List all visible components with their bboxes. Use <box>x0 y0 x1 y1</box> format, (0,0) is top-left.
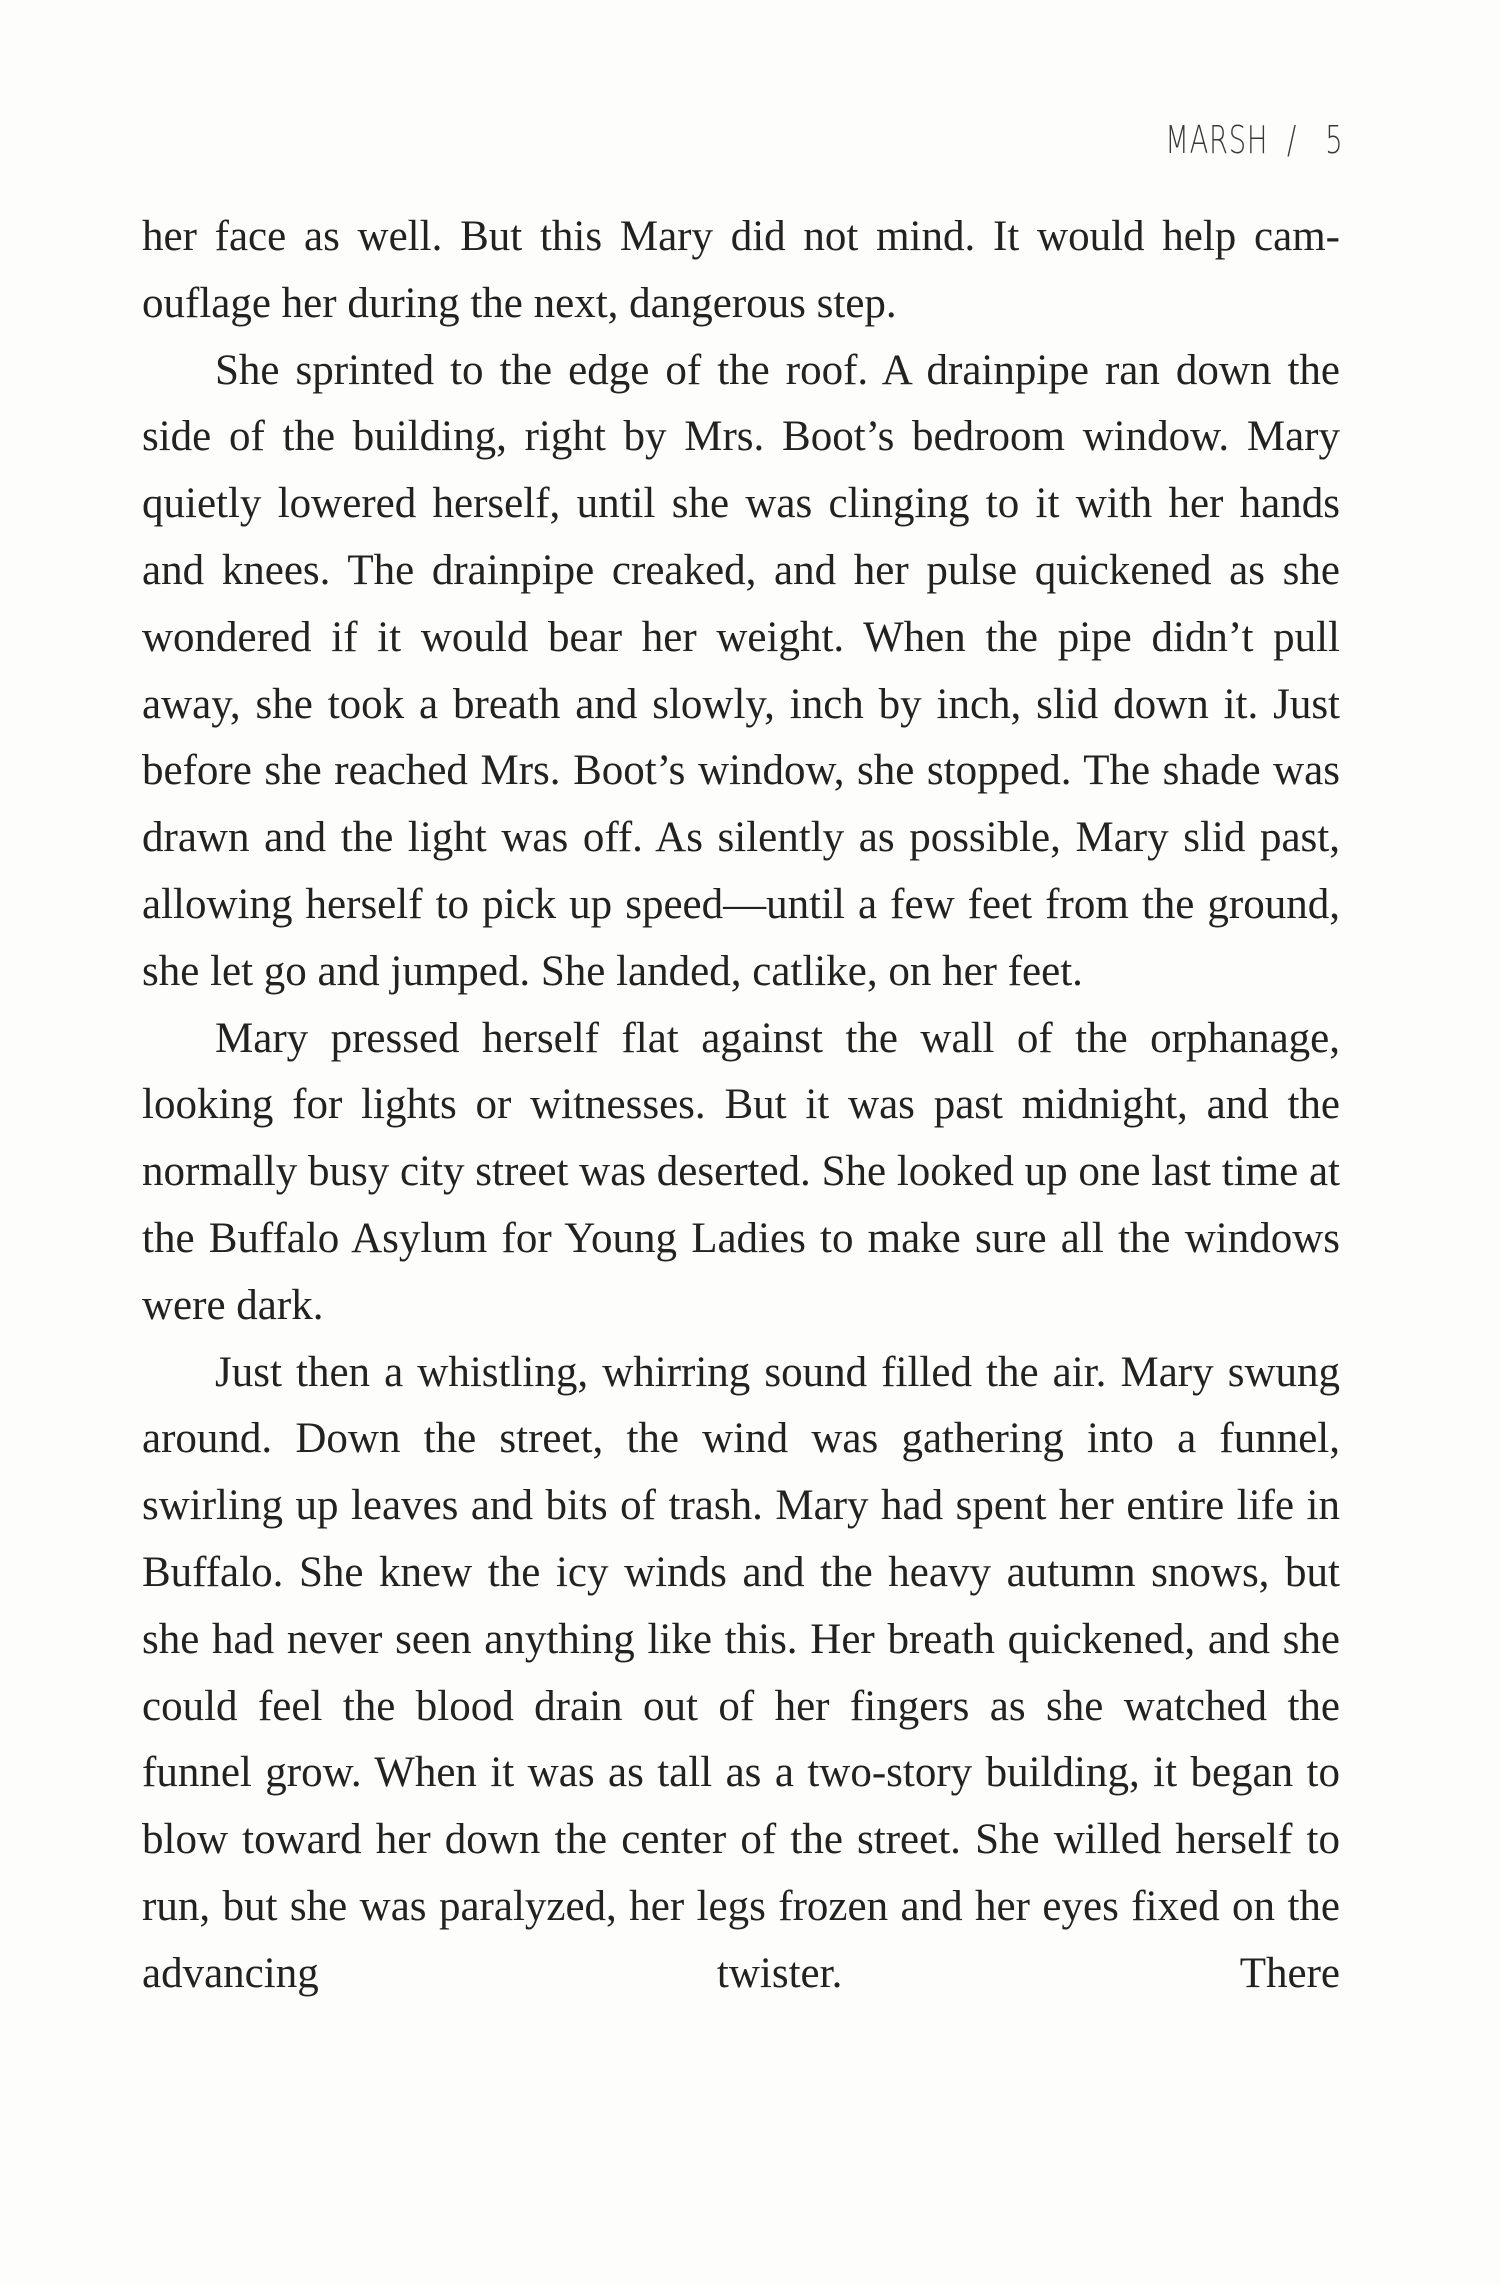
page-number: 5 <box>1324 118 1343 162</box>
body-text <box>142 204 1340 2008</box>
running-head <box>1165 118 1343 162</box>
paragraph: She sprinted to the edge of the roof. A drainpipe ran down the side of the building, right by Mrs. Boot’s bedroom window. Mary quietly lowered herself, until she was clinging to it with her hands and knees. The drainpipe creaked, and her pulse quickened as she wondered if it would bear her weight. When the pipe didn’t pull away, she took a breath and slowly, inch by inch, slid down it. Just before she reached Mrs. Boot’s window, she stopped. The shade was drawn and the light was off. As silently as possible, Mary slid past, allowing herself to pick up speed—until a few feet from the ground, she let go and jumped. She landed, catlike, on her feet. <box>142 346 1340 995</box>
paragraph-continued: her face as well. But this Mary did not mind. It would help camouflage her during the next, dangerous step. <box>142 213 1340 327</box>
running-title: MARSH <box>1164 118 1268 162</box>
paragraph: Mary pressed herself flat against the wall of the orphanage, looking for lights or witnesses. But it was past midnight, and the normally busy city street was deserted. She looked up one last time at the Buffalo Asylum for Young Ladies to make sure all the windows were dark. <box>142 1014 1340 1329</box>
running-head-separator: / <box>1286 118 1297 162</box>
paragraph: Just then a whistling, whirring sound filled the air. Mary swung around. Down the street, the wind was gathering into a funnel, swirling up leaves and bits of trash. Mary had spent her entire life in Buffalo. She knew the icy winds and the heavy autumn snows, but she had never seen anything like this. Her breath quickened, and she could feel the blood drain out of her fingers as she watched the funnel grow. When it was as tall as a two-story building, it began to blow toward her down the center of the street. She willed herself to run, but she was paralyzed, her legs frozen and her eyes fixed on the advancing twister. There <box>142 1348 1340 1997</box>
